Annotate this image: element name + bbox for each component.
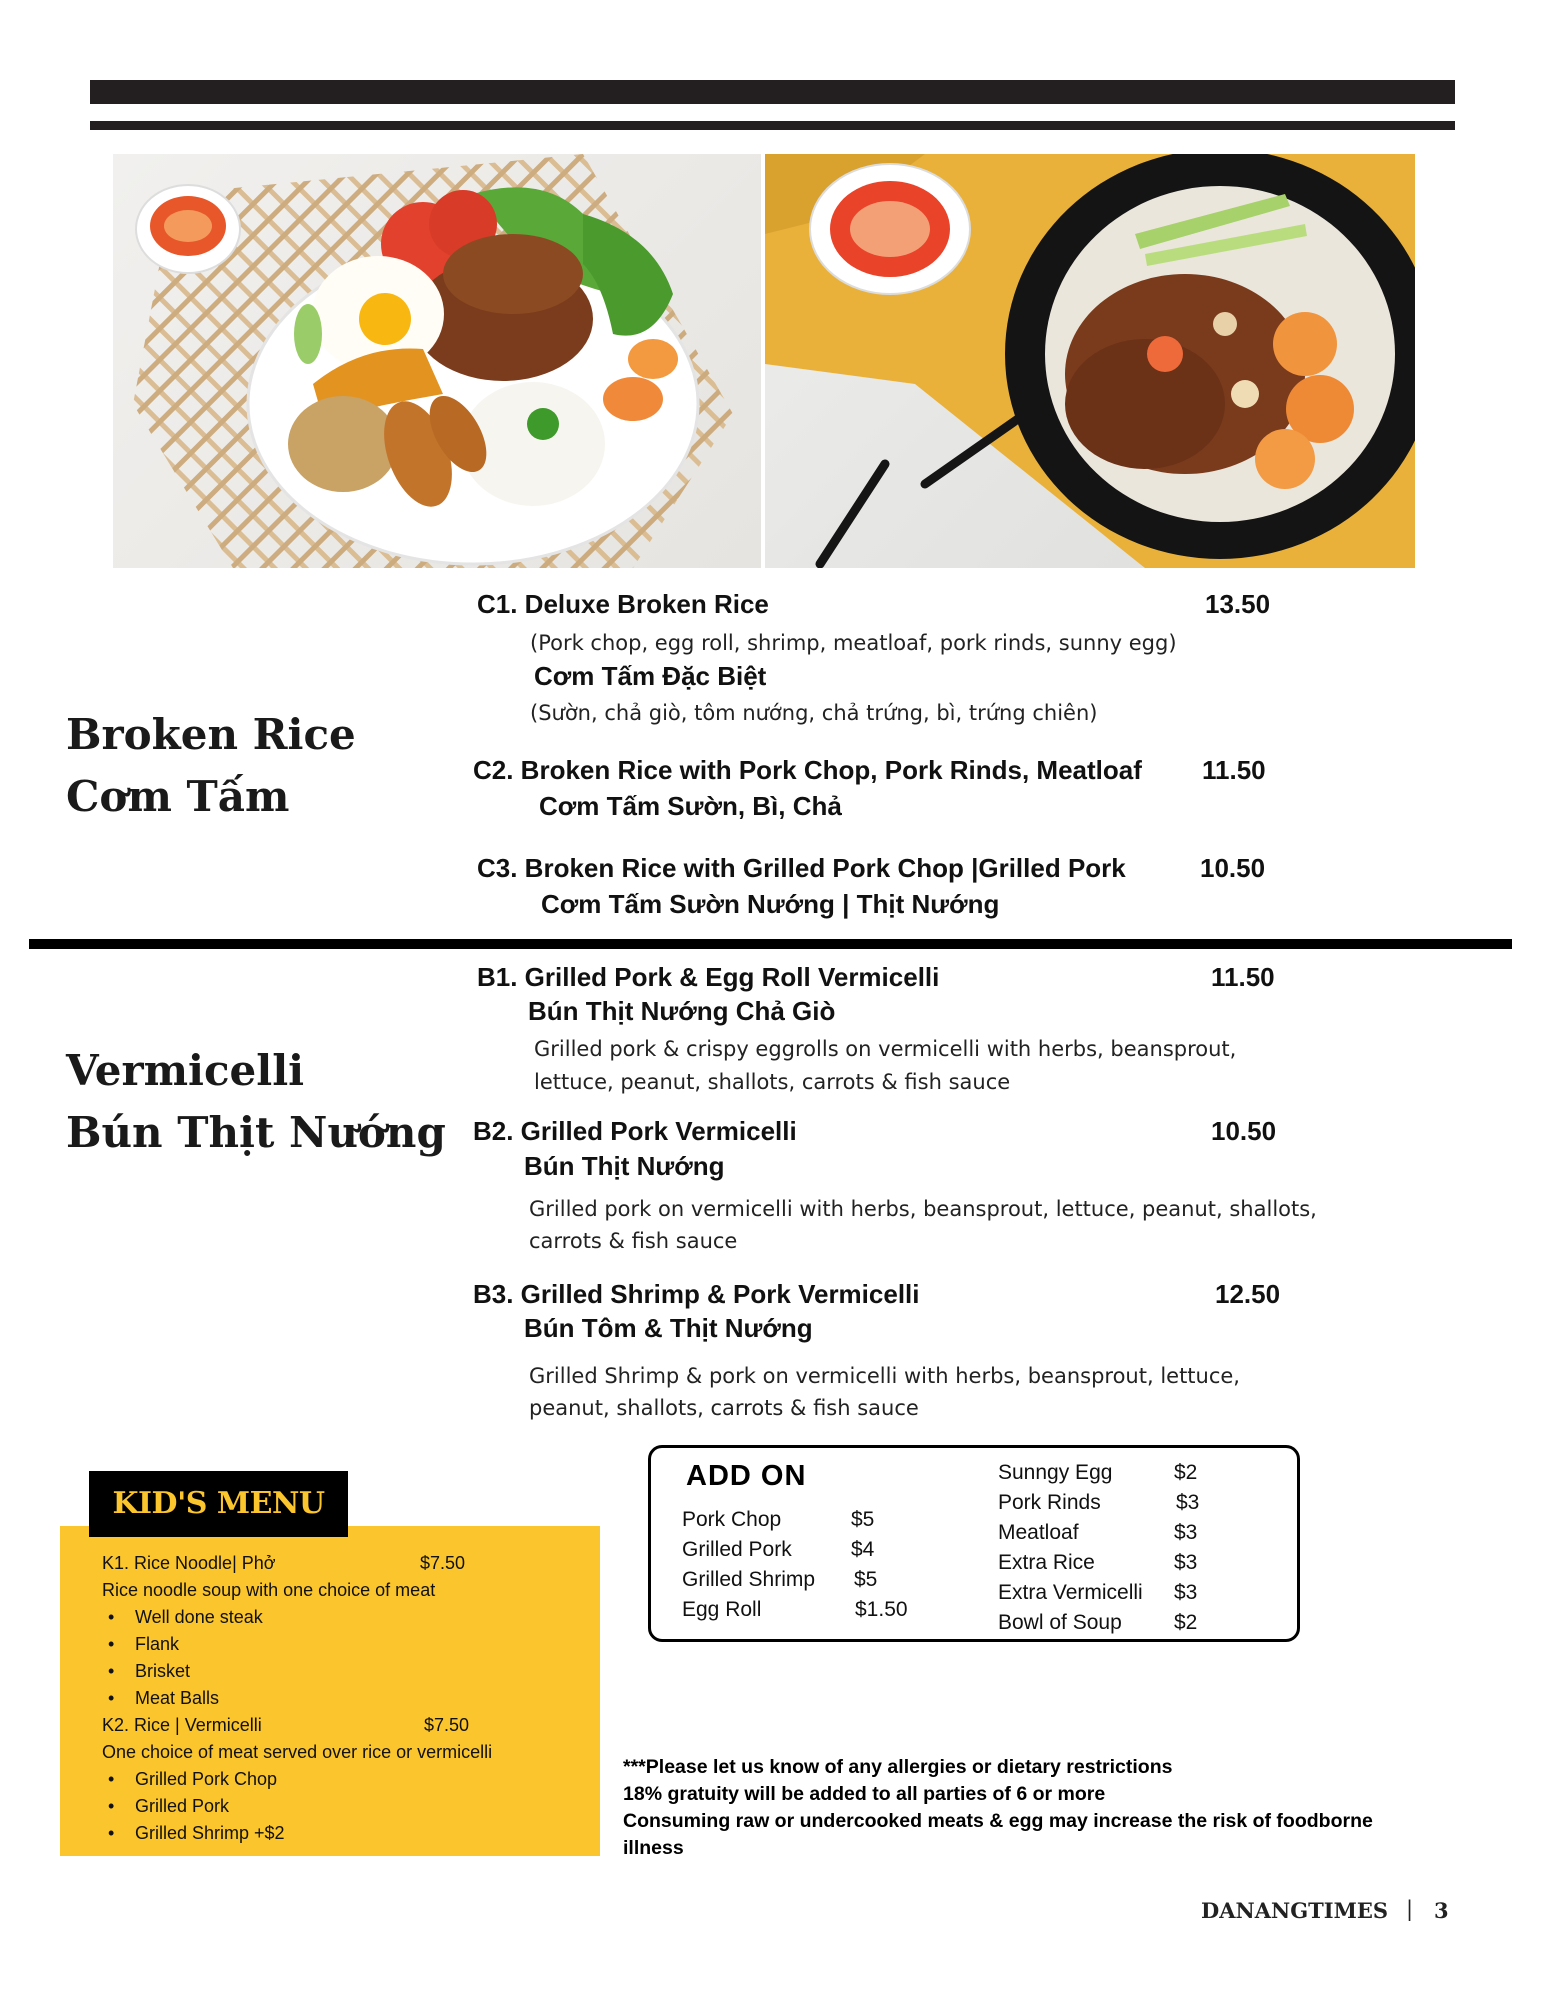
kids-k1-option: • Brisket (135, 1661, 190, 1682)
addon-item-name: Egg Roll (682, 1598, 762, 1621)
menu-item-c1-price: 13.50 (1205, 589, 1271, 619)
kids-k1-price: $7.50 (420, 1553, 466, 1573)
broken-rice-title-en: Broken Rice (66, 710, 356, 759)
kids-k1-name: K1. Rice Noodle| Phở (102, 1553, 276, 1573)
note-allergies: ***Please let us know of any allergies or dietary restrictions (623, 1756, 1173, 1778)
addon-item-price: $3 (1174, 1551, 1198, 1574)
kids-menu-title: KID'S MENU (89, 1471, 348, 1537)
addon-item-name: Sunngy Egg (998, 1461, 1113, 1484)
note-raw-warning-cont: illness (623, 1837, 684, 1859)
footer-brand: DANANGTIMES (1201, 1898, 1388, 1923)
broken-rice-title-vi: Cơm Tấm (66, 772, 290, 821)
addon-item-price: $5 (854, 1568, 878, 1591)
menu-item-b1-desc-1: Grilled pork & crispy eggrolls on vermicelli with herbs, beansprout, (534, 1037, 1237, 1061)
menu-item-b1-desc-2: lettuce, peanut, shallots, carrots & fish sauce (534, 1070, 1011, 1094)
addon-title: ADD ON (686, 1460, 807, 1492)
kids-k2-option: • Grilled Shrimp +$2 (135, 1823, 285, 1844)
kids-k1-option: • Well done steak (135, 1607, 263, 1628)
addon-item-price: $4 (851, 1538, 875, 1561)
broken-rice-photo (113, 154, 761, 568)
footer-page-number: 3 (1434, 1898, 1449, 1923)
menu-item-c1-vi: Cơm Tấm Đặc Biệt (534, 661, 767, 691)
addon-item-name: Bowl of Soup (998, 1611, 1122, 1634)
menu-item-b1-vi: Bún Thịt Nướng Chả Giò (528, 996, 836, 1026)
menu-item-c1-desc: (Pork chop, egg roll, shrimp, meatloaf, pork rinds, sunny egg) (530, 631, 1177, 655)
addon-item-name: Grilled Pork (682, 1538, 792, 1561)
addon-item-name: Extra Rice (998, 1551, 1095, 1574)
kids-k2-option: • Grilled Pork Chop (135, 1769, 277, 1790)
menu-item-b3-desc-1: Grilled Shrimp & pork on vermicelli with herbs, beansprout, lettuce, (529, 1364, 1240, 1388)
menu-item-b1-name: B1. Grilled Pork & Egg Roll Vermicelli (477, 962, 940, 992)
footer-separator: | (1406, 1897, 1414, 1921)
addon-item-name: Meatloaf (998, 1521, 1079, 1544)
broken-rice-plate-image (113, 154, 761, 568)
vermicelli-title-en: Vermicelli (66, 1046, 305, 1095)
kids-k2-price: $7.50 (424, 1715, 470, 1735)
kids-k2-option: • Grilled Pork (135, 1796, 229, 1817)
header-bar-thick (90, 80, 1455, 104)
menu-item-c3-price: 10.50 (1200, 853, 1266, 883)
menu-item-b1-price: 11.50 (1211, 962, 1275, 992)
menu-item-c3-name: C3. Broken Rice with Grilled Pork Chop |Grilled Pork (477, 853, 1126, 883)
addon-item-price: $3 (1174, 1581, 1198, 1604)
addon-item-price: $5 (851, 1508, 875, 1531)
vermicelli-title-vi: Bún Thịt Nướng (66, 1108, 446, 1157)
kids-k2-desc: One choice of meat served over rice or vermicelli (102, 1742, 493, 1762)
menu-item-b3-name: B3. Grilled Shrimp & Pork Vermicelli (473, 1279, 920, 1309)
kids-k1-option: • Flank (135, 1634, 179, 1655)
vermicelli-photo (765, 154, 1415, 568)
broken-rice-section-title (66, 704, 356, 828)
addon-item-price: $3 (1174, 1521, 1198, 1544)
kids-k2-name: K2. Rice | Vermicelli (102, 1715, 262, 1735)
menu-item-b2-desc-2: carrots & fish sauce (529, 1229, 738, 1253)
menu-item-c2-name: C2. Broken Rice with Pork Chop, Pork Rinds, Meatloaf (473, 755, 1142, 785)
vermicelli-section-title (66, 1040, 446, 1164)
addon-item-name: Pork Chop (682, 1508, 782, 1531)
addon-item-name: Grilled Shrimp (682, 1568, 816, 1591)
header-bar-thin (90, 121, 1455, 130)
menu-item-c2-price: 11.50 (1202, 755, 1266, 785)
addon-item-price: $1.50 (855, 1598, 908, 1621)
menu-item-b3-vi: Bún Tôm & Thịt Nướng (524, 1313, 813, 1343)
note-raw-warning: Consuming raw or undercooked meats & egg may increase the risk of foodborne (623, 1810, 1373, 1832)
vermicelli-bowl-image (765, 154, 1415, 568)
menu-item-c1-vi-desc: (Sườn, chả giò, tôm nướng, chả trứng, bì, trứng chiên) (530, 701, 1098, 725)
note-gratuity: 18% gratuity will be added to all parties of 6 or more (623, 1783, 1106, 1805)
menu-item-c1-name: C1. Deluxe Broken Rice (477, 589, 769, 619)
menu-item-c3-vi: Cơm Tấm Sườn Nướng | Thịt Nướng (541, 889, 1000, 919)
menu-item-b3-desc-2: peanut, shallots, carrots & fish sauce (529, 1396, 919, 1420)
section-divider (29, 939, 1512, 949)
menu-item-b2-desc-1: Grilled pork on vermicelli with herbs, beansprout, lettuce, peanut, shallots, (529, 1197, 1317, 1221)
addon-item-price: $3 (1176, 1491, 1200, 1514)
menu-item-b2-price: 10.50 (1211, 1116, 1277, 1146)
addon-item-price: $2 (1174, 1461, 1198, 1484)
addon-item-price: $2 (1174, 1611, 1198, 1634)
kids-k1-desc: Rice noodle soup with one choice of meat (102, 1580, 436, 1600)
menu-item-b3-price: 12.50 (1215, 1279, 1281, 1309)
menu-item-b2-name: B2. Grilled Pork Vermicelli (473, 1116, 797, 1146)
menu-item-c2-vi: Cơm Tấm Sườn, Bì, Chả (539, 791, 842, 821)
addon-item-name: Pork Rinds (998, 1491, 1101, 1514)
addon-item-name: Extra Vermicelli (998, 1581, 1143, 1604)
kids-k1-option: • Meat Balls (135, 1688, 219, 1709)
menu-item-b2-vi: Bún Thịt Nướng (524, 1151, 725, 1181)
